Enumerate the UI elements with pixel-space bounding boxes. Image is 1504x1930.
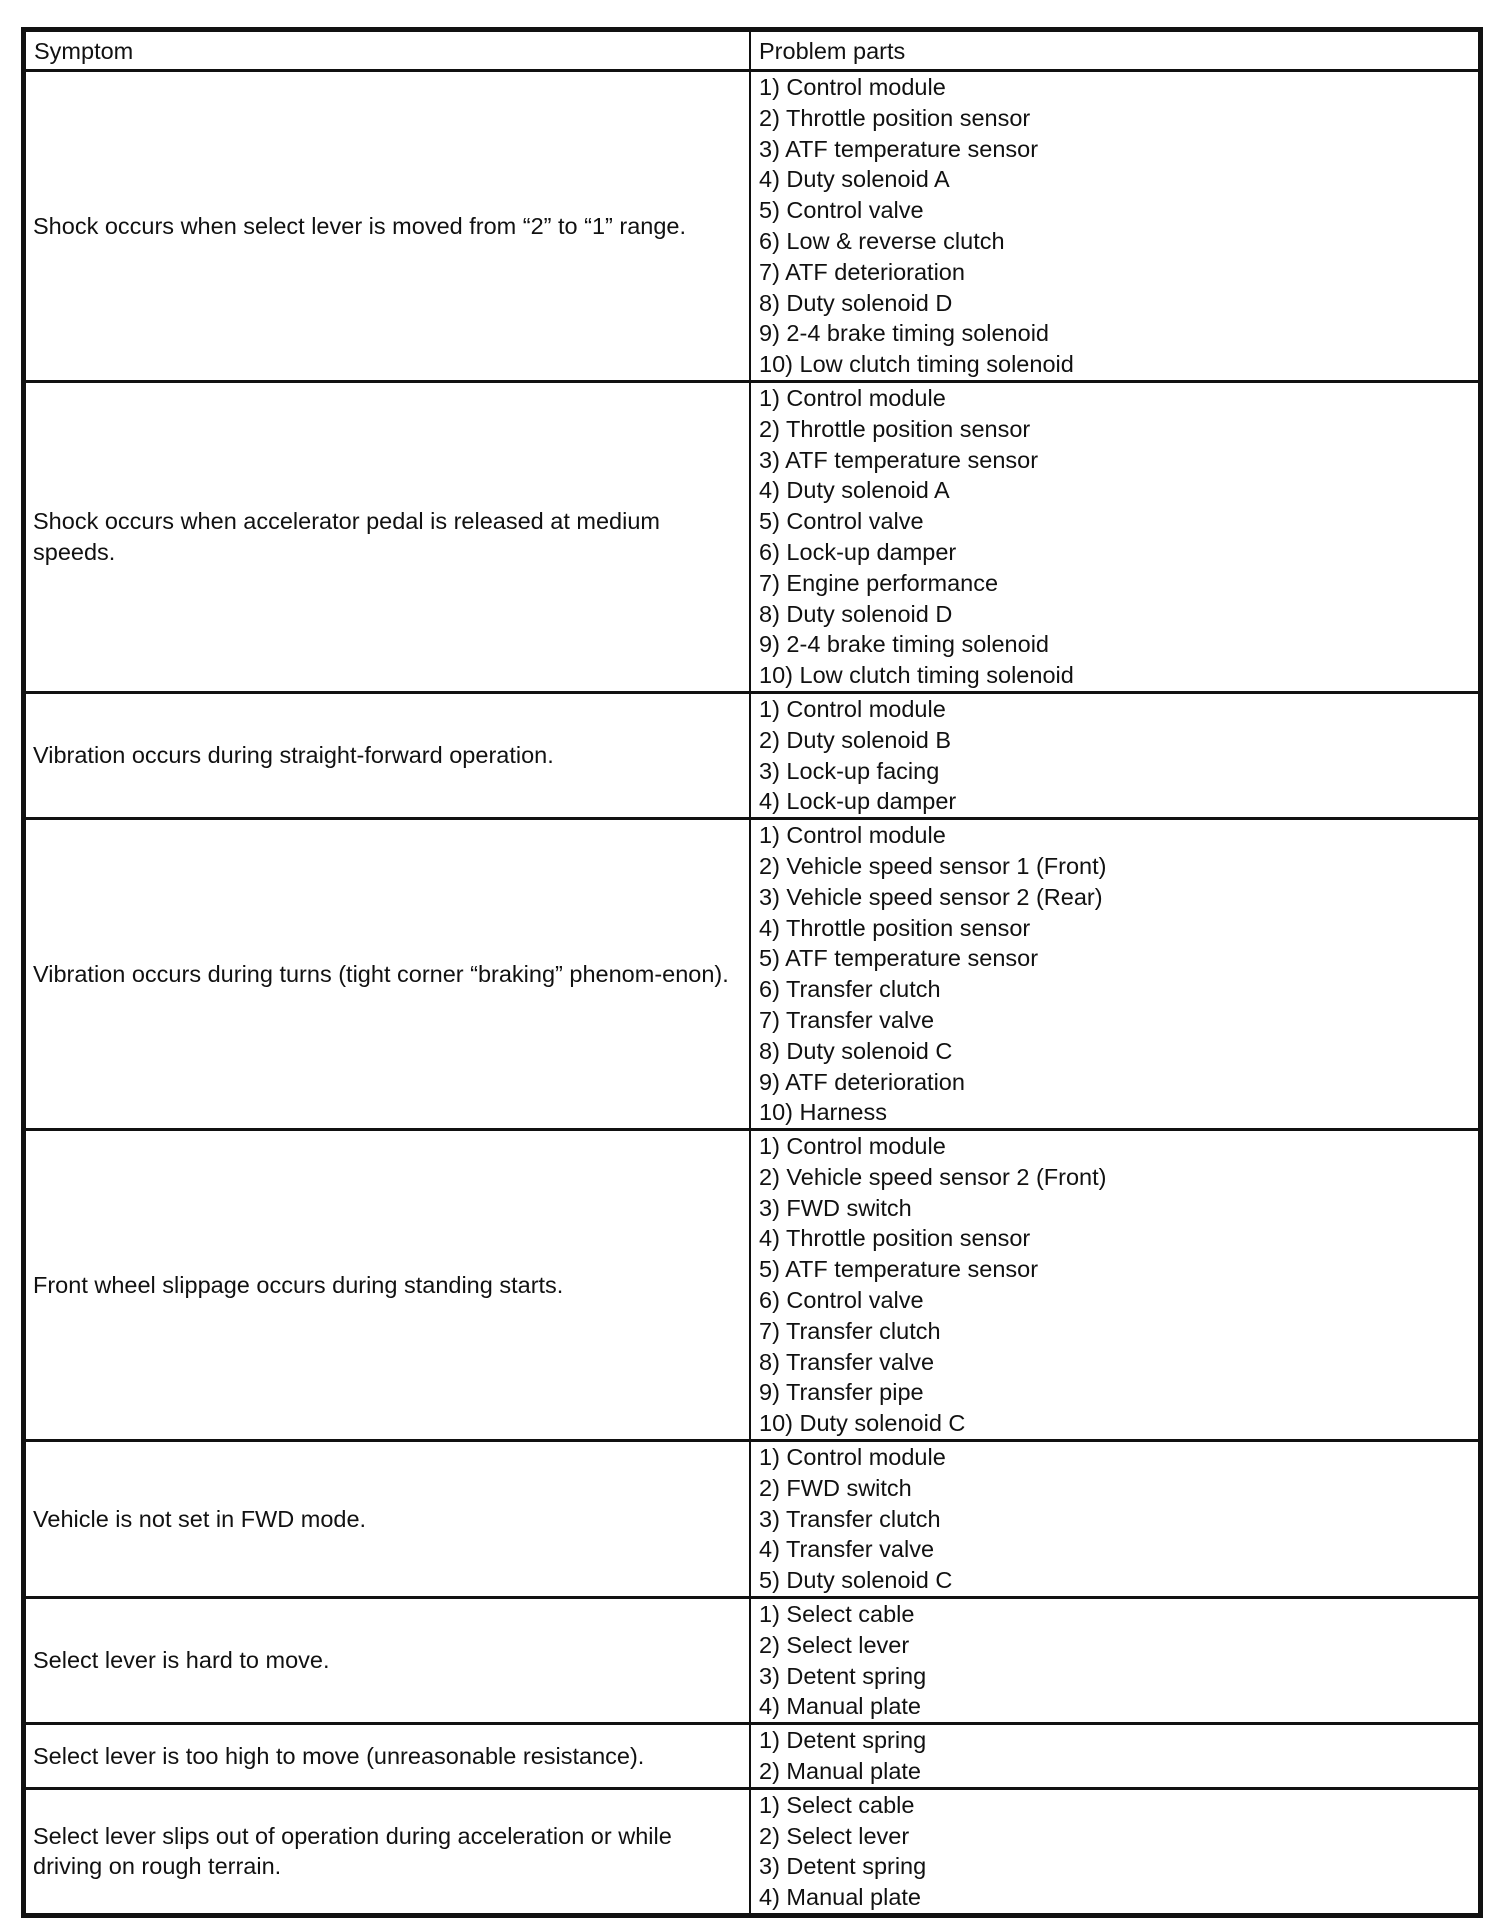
- problem-part-item: 4) Throttle position sensor: [759, 914, 1031, 941]
- problem-parts-cell: [750, 1724, 1479, 1789]
- troubleshooting-table: [24, 30, 1480, 1915]
- symptom-cell: Select lever is hard to move.: [25, 1598, 750, 1724]
- troubleshooting-table-frame: [21, 27, 1483, 1918]
- symptom-cell: Front wheel slippage occurs during standing starts.: [25, 1130, 750, 1441]
- table-row: [25, 692, 1479, 818]
- problem-part-item: 4) Manual plate: [759, 1884, 921, 1911]
- table-row: [25, 71, 1479, 382]
- problem-part-item: 7) Transfer valve: [759, 1006, 935, 1033]
- problem-part-item: 4) Lock-up damper: [759, 788, 957, 815]
- problem-part-item: 10) Low clutch timing solenoid: [759, 351, 1074, 378]
- problem-part-item: 9) 2-4 brake timing solenoid: [759, 320, 1049, 347]
- table-row: [25, 1724, 1479, 1789]
- problem-parts-list: [759, 694, 1472, 817]
- problem-part-item: 2) Throttle position sensor: [759, 104, 1031, 131]
- table-row: [25, 1598, 1479, 1724]
- problem-part-item: 5) ATF temperature sensor: [759, 945, 1039, 972]
- problem-part-item: 6) Control valve: [759, 1287, 924, 1314]
- problem-part-item: 8) Duty solenoid D: [759, 600, 953, 627]
- table-header: [25, 31, 1479, 71]
- problem-part-item: 2) Select lever: [759, 1631, 910, 1658]
- problem-part-item: 4) Duty solenoid A: [759, 166, 950, 193]
- symptom-cell: Shock occurs when accelerator pedal is released at medium speeds.: [25, 381, 750, 692]
- problem-part-item: 8) Duty solenoid D: [759, 289, 953, 316]
- problem-part-item: 9) ATF deterioration: [759, 1068, 965, 1095]
- problem-parts-list: [759, 72, 1472, 380]
- problem-part-item: 4) Duty solenoid A: [759, 477, 950, 504]
- problem-parts-cell: [750, 1788, 1479, 1914]
- problem-parts-list: [759, 1442, 1472, 1596]
- problem-part-item: 1) Detent spring: [759, 1727, 927, 1754]
- problem-part-item: 2) Duty solenoid B: [759, 726, 952, 753]
- table-row: [25, 381, 1479, 692]
- column-header-problem-parts: Problem parts: [750, 31, 1479, 71]
- problem-part-item: 3) ATF temperature sensor: [759, 446, 1039, 473]
- problem-part-item: 9) Transfer pipe: [759, 1379, 924, 1406]
- problem-parts-list: [759, 1790, 1472, 1913]
- problem-part-item: 4) Throttle position sensor: [759, 1225, 1031, 1252]
- problem-part-item: 5) Control valve: [759, 197, 924, 224]
- problem-part-item: 9) 2-4 brake timing solenoid: [759, 631, 1049, 658]
- problem-part-item: 3) Detent spring: [759, 1662, 927, 1689]
- problem-parts-cell: [750, 692, 1479, 818]
- problem-part-item: 1) Control module: [759, 695, 946, 722]
- problem-part-item: 2) Manual plate: [759, 1758, 921, 1785]
- table-row: [25, 819, 1479, 1130]
- problem-part-item: 2) FWD switch: [759, 1474, 912, 1501]
- problem-parts-cell: [750, 1130, 1479, 1441]
- problem-part-item: 10) Low clutch timing solenoid: [759, 662, 1074, 689]
- problem-part-item: 3) Transfer clutch: [759, 1505, 941, 1532]
- problem-parts-list: [759, 383, 1472, 691]
- problem-part-item: 10) Duty solenoid C: [759, 1410, 966, 1437]
- problem-parts-list: [759, 1725, 1472, 1787]
- symptom-cell: Shock occurs when select lever is moved from “2” to “1” range.: [25, 71, 750, 382]
- problem-part-item: 1) Select cable: [759, 1791, 915, 1818]
- problem-part-item: 7) Engine performance: [759, 569, 999, 596]
- problem-part-item: 2) Select lever: [759, 1822, 910, 1849]
- problem-part-item: 3) FWD switch: [759, 1194, 912, 1221]
- problem-part-item: 4) Transfer valve: [759, 1536, 935, 1563]
- problem-part-item: 1) Control module: [759, 1133, 946, 1160]
- table-row: [25, 1441, 1479, 1598]
- problem-part-item: 3) Lock-up facing: [759, 757, 940, 784]
- problem-part-item: 2) Throttle position sensor: [759, 415, 1031, 442]
- problem-part-item: 1) Control module: [759, 1444, 946, 1471]
- problem-part-item: 6) Low & reverse clutch: [759, 227, 1005, 254]
- problem-part-item: 6) Transfer clutch: [759, 976, 941, 1003]
- problem-part-item: 1) Control module: [759, 74, 946, 100]
- problem-part-item: 5) Control valve: [759, 508, 924, 535]
- header-row: [25, 31, 1479, 71]
- symptom-cell: Select lever slips out of operation during acceleration or while driving on rough terrain.: [25, 1788, 750, 1914]
- problem-part-item: 6) Lock-up damper: [759, 538, 957, 565]
- problem-parts-cell: [750, 71, 1479, 382]
- problem-part-item: 8) Duty solenoid C: [759, 1037, 953, 1064]
- problem-part-item: 5) ATF temperature sensor: [759, 1256, 1039, 1283]
- table-row: [25, 1788, 1479, 1914]
- problem-part-item: 1) Control module: [759, 384, 946, 411]
- problem-part-item: 4) Manual plate: [759, 1693, 921, 1720]
- problem-part-item: 8) Transfer valve: [759, 1348, 935, 1375]
- problem-part-item: 3) Detent spring: [759, 1853, 927, 1880]
- symptom-cell: Vehicle is not set in FWD mode.: [25, 1441, 750, 1598]
- table-row: [25, 1130, 1479, 1441]
- problem-part-item: 7) ATF deterioration: [759, 258, 965, 285]
- problem-parts-list: [759, 1599, 1472, 1722]
- problem-part-item: 10) Harness: [759, 1099, 887, 1126]
- problem-parts-list: [759, 820, 1472, 1128]
- column-header-symptom: Symptom: [25, 31, 750, 71]
- table-body: [25, 71, 1479, 1915]
- symptom-cell: Vibration occurs during straight-forward operation.: [25, 692, 750, 818]
- problem-part-item: 5) Duty solenoid C: [759, 1567, 953, 1594]
- problem-parts-list: [759, 1131, 1472, 1439]
- problem-part-item: 2) Vehicle speed sensor 1 (Front): [759, 852, 1107, 879]
- problem-part-item: 1) Select cable: [759, 1601, 915, 1628]
- symptom-cell: Select lever is too high to move (unreasonable resistance).: [25, 1724, 750, 1789]
- problem-parts-cell: [750, 819, 1479, 1130]
- problem-part-item: 7) Transfer clutch: [759, 1317, 941, 1344]
- problem-parts-cell: [750, 1598, 1479, 1724]
- problem-part-item: 1) Control module: [759, 822, 946, 849]
- problem-part-item: 3) Vehicle speed sensor 2 (Rear): [759, 883, 1103, 910]
- problem-parts-cell: [750, 381, 1479, 692]
- problem-parts-cell: [750, 1441, 1479, 1598]
- problem-part-item: 3) ATF temperature sensor: [759, 135, 1039, 162]
- symptom-cell: Vibration occurs during turns (tight corner “braking” phenom-enon).: [25, 819, 750, 1130]
- problem-part-item: 2) Vehicle speed sensor 2 (Front): [759, 1163, 1107, 1190]
